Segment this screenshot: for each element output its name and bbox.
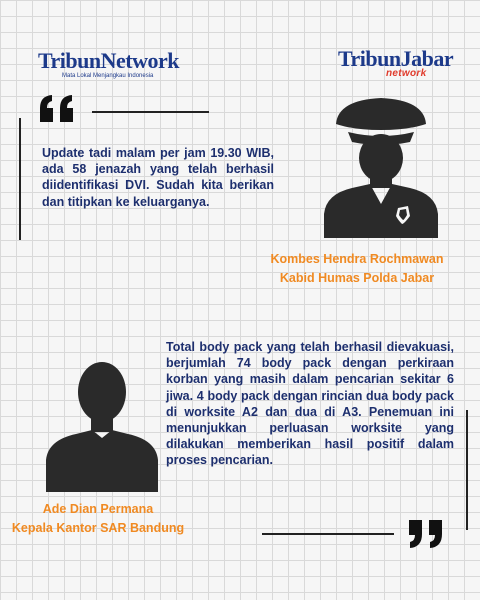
quote1-speaker-name: Kombes Hendra Rochmawan xyxy=(270,252,444,266)
quote1-left-line xyxy=(19,118,21,240)
quote1-text: Update tadi malam per jam 19.30 WIB, ada 58 jenazah yang telah berhasil diidentifikasi DVI. Sudah kita berikan dan titipkan ke keluarganya. xyxy=(42,146,274,209)
quote2-caption xyxy=(0,500,196,538)
quote2-bottom-line xyxy=(262,533,394,535)
close-quote-icon xyxy=(406,518,446,550)
quote2-speaker-name: Ade Dian Permana xyxy=(42,502,154,516)
quote1-caption xyxy=(252,250,462,288)
tribunjabar-logo xyxy=(338,48,453,79)
quote1-speaker-title: Kabid Humas Polda Jabar xyxy=(279,271,435,285)
tribunnetwork-brand: TribunNetwork xyxy=(38,48,179,73)
person-silhouette xyxy=(42,352,162,492)
tribunjabar-brand: TribunJabar xyxy=(338,46,454,71)
quote2-speaker-title: Kepala Kantor SAR Bandung xyxy=(11,521,185,535)
tribunjabar-network: network xyxy=(386,68,427,79)
quote2-text: Total body pack yang telah berhasil dievakuasi, berjumlah 74 body pack dengan perkiraan korban yang masih dalam pencarian sekitar 6 jiwa. 4 body pack dengan rincian dua body pack di worksite A2 dan dua di A3. Penemuan ini menunjukkan perluasan worksite yang dilakukan memberikan hasil positif dalam proses pencarian. xyxy=(166,340,454,468)
quote2-right-line xyxy=(466,410,468,530)
open-quote-icon xyxy=(38,94,78,124)
police-officer-silhouette xyxy=(318,96,444,238)
quote1-top-line xyxy=(92,111,209,113)
tribunnetwork-logo xyxy=(38,50,179,79)
tribunnetwork-tagline: Mata Lokal Menjangkau Indonesia xyxy=(62,73,154,79)
